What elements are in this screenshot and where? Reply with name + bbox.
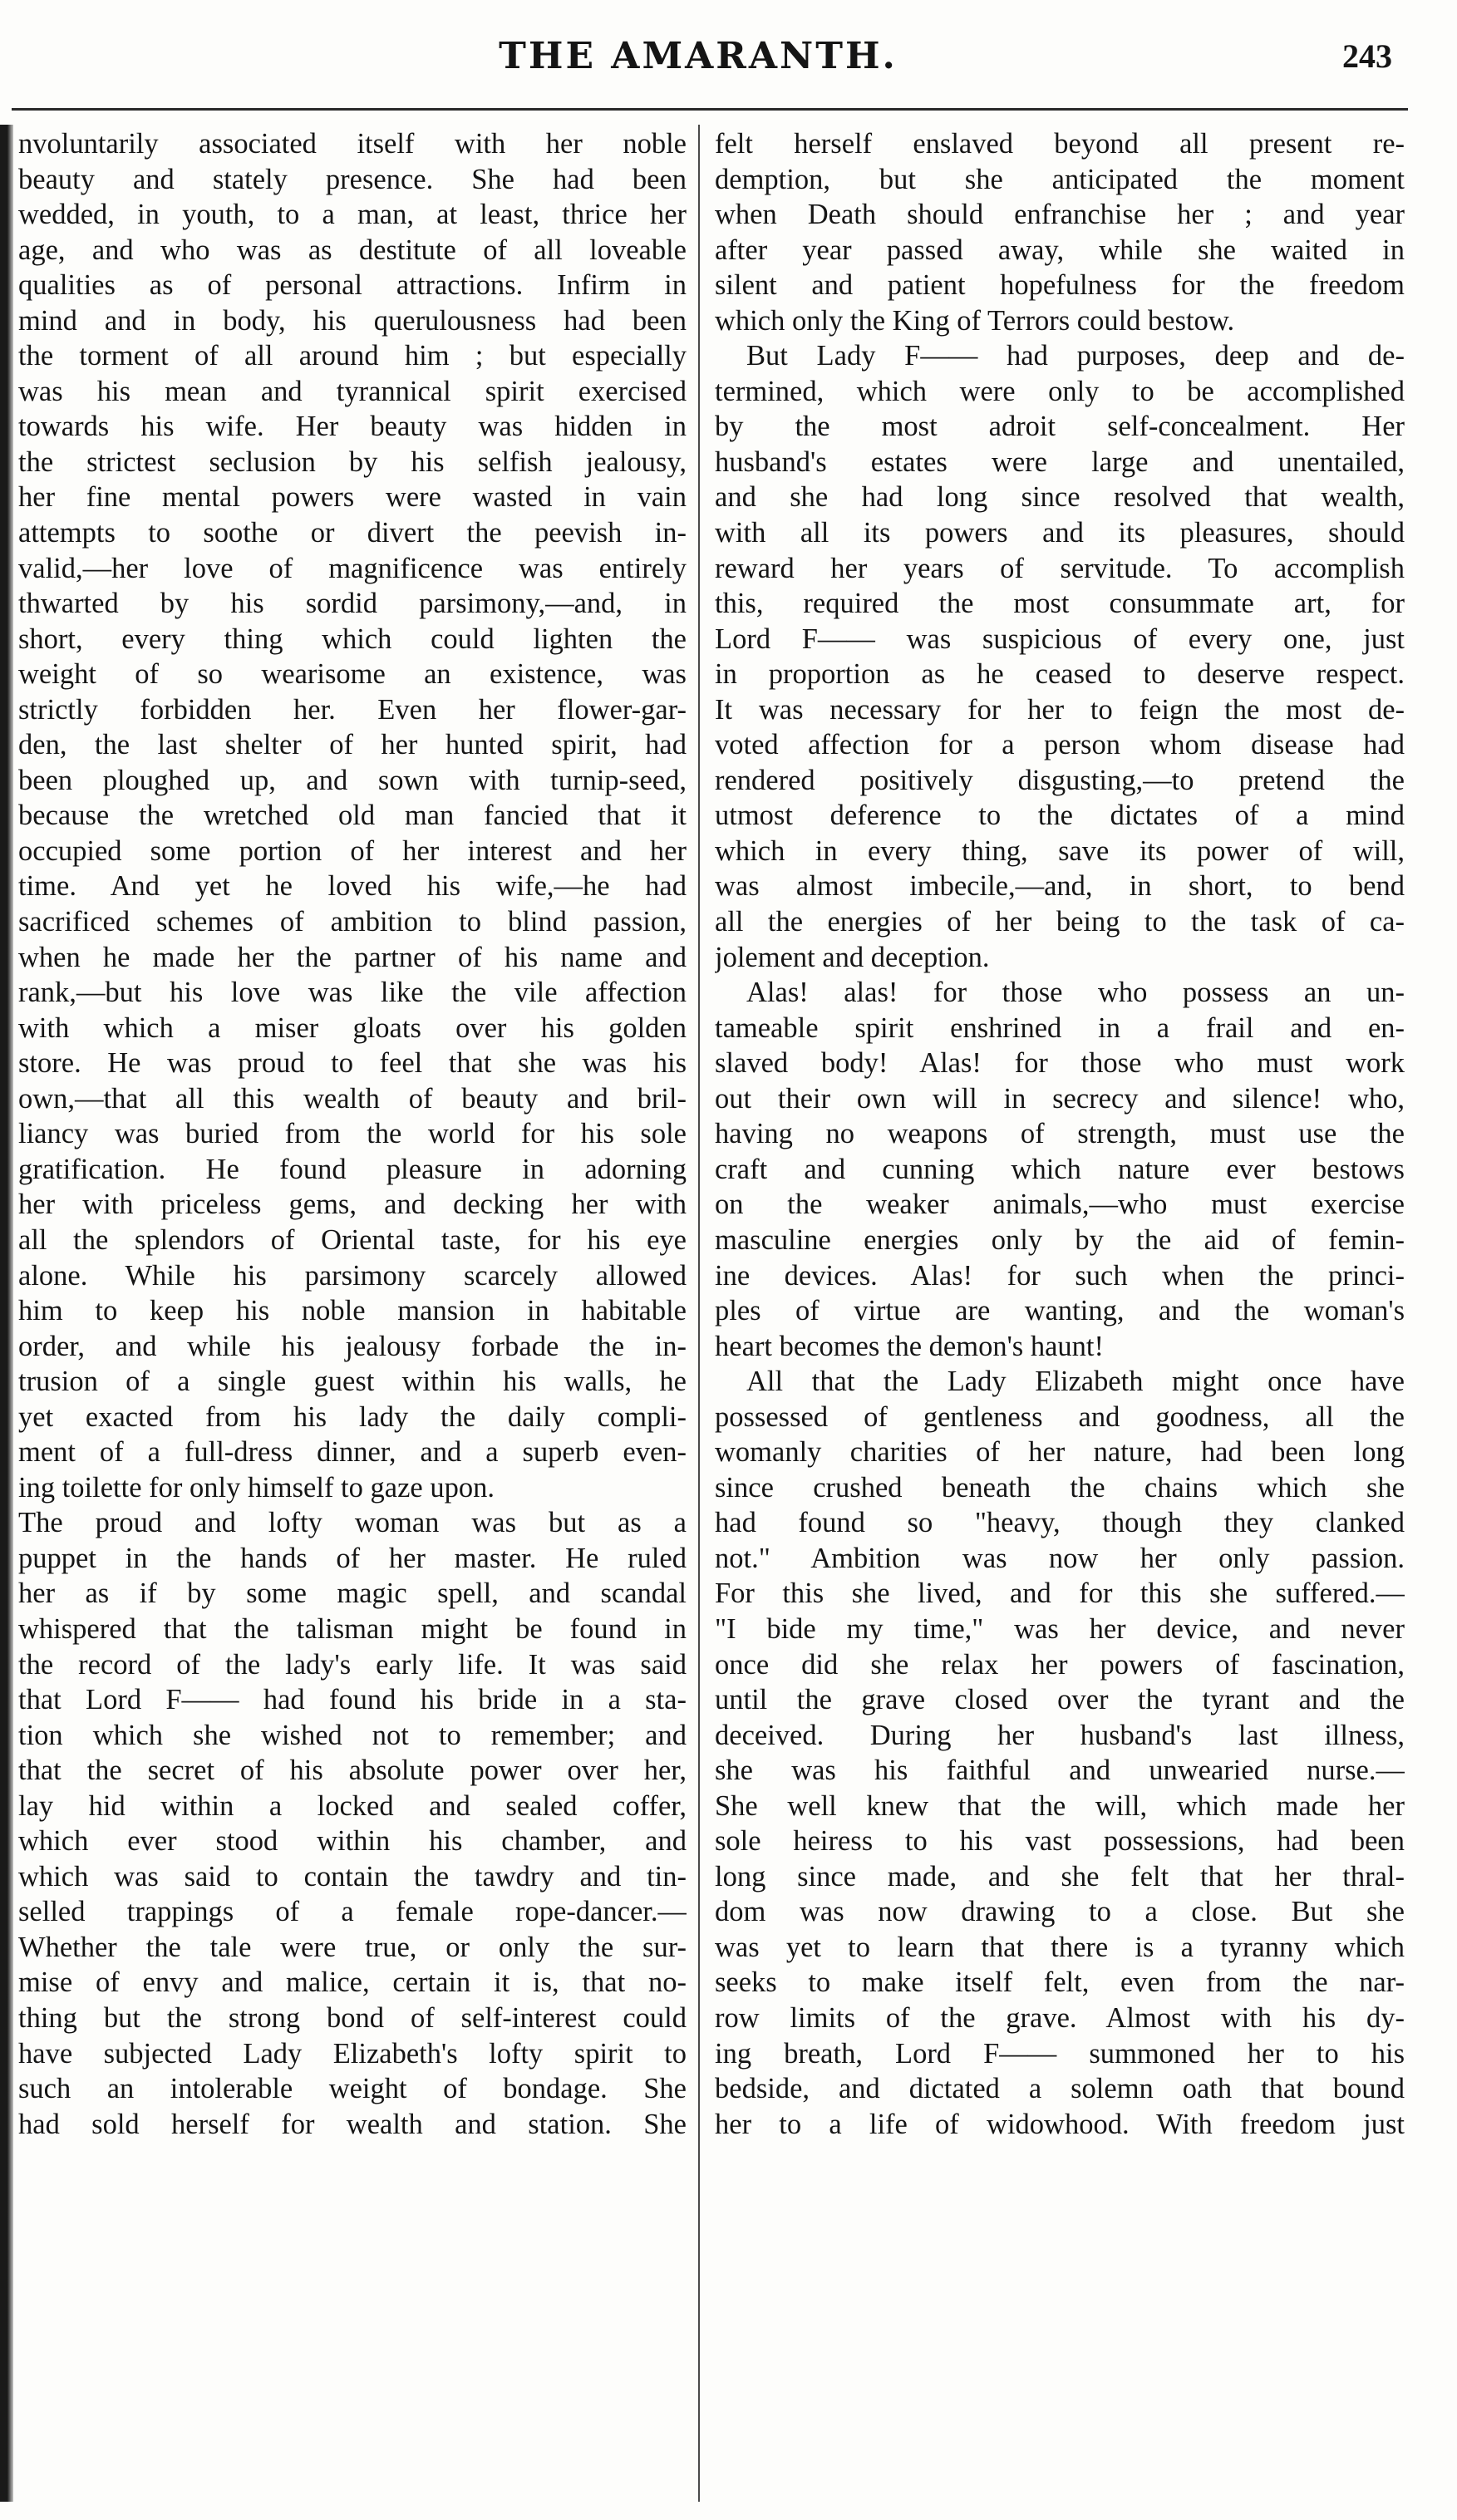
text-line: once did she relax her powers of fascination, [715, 1648, 1405, 1681]
text-line: womanly charities of her nature, had been long [715, 1436, 1405, 1469]
text-line: The proud and lofty woman was but as a [18, 1507, 687, 1539]
text-line: since crushed beneath the chains which she [715, 1471, 1405, 1504]
text-line: Alas! alas! for those who possess an un- [746, 977, 1405, 1009]
text-line: weight of so wearisome an existence, was [18, 658, 687, 691]
text-line: alone. While his parsimony scarcely allowed [18, 1259, 687, 1292]
text-line: attempts to soothe or divert the peevish in- [18, 517, 687, 549]
text-line: ing breath, Lord F—— summoned her to his [715, 2037, 1405, 2070]
text-line: which in every thing, save its power of will, [715, 834, 1405, 867]
text-line: dom was now drawing to a close. But she [715, 1896, 1405, 1928]
text-line: But Lady F—— had purposes, deep and de- [746, 340, 1405, 372]
text-line: possessed of gentleness and goodness, all the [715, 1400, 1405, 1433]
text-line: felt herself enslaved beyond all present re- [715, 128, 1405, 160]
text-line: until the grave closed over the tyrant and the [715, 1684, 1405, 1716]
text-line: mind and in body, his querulousness had been [18, 304, 687, 337]
text-line: out their own will in secrecy and silence! who, [715, 1082, 1405, 1115]
text-line: him to keep his noble mansion in habitable [18, 1295, 687, 1327]
text-line: silent and patient hopefulness for the freedom [715, 269, 1405, 302]
text-line: ment of a full-dress dinner, and a superb even- [18, 1436, 687, 1469]
header-rule [12, 108, 1408, 111]
text-line: because the wretched old man fancied that it [18, 800, 687, 832]
journal-title: THE AMARANTH. [499, 35, 898, 77]
text-line: her with priceless gems, and decking her with [18, 1189, 687, 1221]
text-line: whispered that the talisman might be found in [18, 1612, 687, 1645]
text-line: which only the King of Terrors could bestow. [715, 304, 1235, 337]
text-line: Whether the tale were true, or only the sur- [18, 1931, 687, 1963]
text-line: have subjected Lady Elizabeth's lofty spirit to [18, 2037, 687, 2070]
text-line: trusion of a single guest within his walls, he [18, 1366, 687, 1398]
text-line: ing toilette for only himself to gaze upon. [18, 1471, 495, 1504]
text-line: For this she lived, and for this she suffered.— [715, 1577, 1405, 1610]
text-line: ine devices. Alas! for such when the princi- [715, 1259, 1405, 1292]
text-line: which ever stood within his chamber, and [18, 1825, 687, 1858]
text-line: masculine energies only by the aid of femin- [715, 1223, 1405, 1256]
text-line: which was said to contain the tawdry and tin- [18, 1860, 687, 1892]
running-head [0, 32, 1457, 81]
text-line: had found so "heavy, though they clanked [715, 1507, 1405, 1539]
text-line: She well knew that the will, which made her [715, 1789, 1405, 1822]
text-line: not." Ambition was now her only passion. [715, 1542, 1405, 1574]
text-line: All that the Lady Elizabeth might once have [746, 1366, 1405, 1398]
text-line: valid,—her love of magnificence was entirely [18, 552, 687, 584]
text-line: such an intolerable weight of bondage. She [18, 2073, 687, 2105]
text-line: in proportion as he ceased to deserve respect. [715, 658, 1405, 691]
text-line: sole heiress to his vast possessions, had been [715, 1825, 1405, 1858]
text-line: thwarted by his sordid parsimony,—and, in [18, 588, 687, 620]
text-line: nvoluntarily associated itself with her noble [18, 128, 687, 160]
text-line: voted affection for a person whom disease had [715, 729, 1405, 761]
text-line: reward her years of servitude. To accomplish [715, 552, 1405, 584]
text-line: with all its powers and its pleasures, should [715, 517, 1405, 549]
text-line: mise of envy and malice, certain it is, that no- [18, 1966, 687, 1999]
text-line: craft and cunning which nature ever bestows [715, 1153, 1405, 1185]
text-line: row limits of the grave. Almost with his dy- [715, 2001, 1405, 2034]
text-line: rendered positively disgusting,—to pretend the [715, 764, 1405, 796]
text-line: husband's estates were large and unentailed, [715, 445, 1405, 478]
text-line: towards his wife. Her beauty was hidden in [18, 411, 687, 443]
text-line: when he made her the partner of his name and [18, 941, 687, 973]
text-line: when Death should enfranchise her ; and year [715, 199, 1405, 231]
text-line: rank,—but his love was like the vile affection [18, 977, 687, 1009]
text-line: beauty and stately presence. She had been [18, 163, 687, 195]
text-line: time. And yet he loved his wife,—he had [18, 870, 687, 903]
text-line: her as if by some magic spell, and scandal [18, 1577, 687, 1610]
text-line: this, required the most consummate art, for [715, 588, 1405, 620]
text-column-left [18, 126, 687, 2142]
text-line: that the secret of his absolute power over her, [18, 1755, 687, 1787]
text-line: utmost deference to the dictates of a mind [715, 800, 1405, 832]
text-line: demption, but she anticipated the moment [715, 163, 1405, 195]
text-line: own,—that all this wealth of beauty and bril- [18, 1082, 687, 1115]
text-line: all the energies of her being to the task of ca- [715, 906, 1405, 938]
text-line: occupied some portion of her interest and her [18, 834, 687, 867]
text-line: "I bide my time," was her device, and never [715, 1612, 1405, 1645]
page-number: 243 [1342, 37, 1392, 75]
text-line: tion which she wished not to remember; and [18, 1719, 687, 1751]
text-line: Lord F—— was suspicious of every one, just [715, 623, 1405, 655]
text-line: long since made, and she felt that her thral- [715, 1860, 1405, 1892]
text-line: after year passed away, while she waited in [715, 234, 1405, 266]
text-line: strictly forbidden her. Even her flower-gar- [18, 693, 687, 726]
text-line: all the splendors of Oriental taste, for his eye [18, 1223, 687, 1256]
text-line: slaved body! Alas! for those who must work [715, 1047, 1405, 1080]
binding-shadow [0, 125, 13, 2502]
text-column-right [715, 126, 1405, 2142]
text-line: liancy was buried from the world for his sole [18, 1118, 687, 1150]
text-line: was his mean and tyrannical spirit exercised [18, 375, 687, 407]
text-line: with which a miser gloats over his golden [18, 1011, 687, 1044]
text-line: her fine mental powers were wasted in vain [18, 481, 687, 514]
column-divider [698, 125, 700, 2502]
text-line: sacrificed schemes of ambition to blind passion, [18, 906, 687, 938]
text-line: by the most adroit self-concealment. Her [715, 411, 1405, 443]
text-line: that Lord F—— had found his bride in a sta- [18, 1684, 687, 1716]
text-line: been ploughed up, and sown with turnip-seed, [18, 764, 687, 796]
text-line: ples of virtue are wanting, and the woman's [715, 1295, 1405, 1327]
text-line: the record of the lady's early life. It was said [18, 1648, 687, 1681]
text-line: order, and while his jealousy forbade the in- [18, 1330, 687, 1362]
text-line: tameable spirit enshrined in a frail and en- [715, 1011, 1405, 1044]
text-line: had sold herself for wealth and station. She [18, 2108, 687, 2140]
text-line: heart becomes the demon's haunt! [715, 1330, 1104, 1362]
text-line: was yet to learn that there is a tyranny which [715, 1931, 1405, 1963]
text-line: her to a life of widowhood. With freedom just [715, 2108, 1405, 2140]
text-line: on the weaker animals,—who must exercise [715, 1189, 1405, 1221]
text-line: termined, which were only to be accomplished [715, 375, 1405, 407]
text-line: yet exacted from his lady the daily compli- [18, 1400, 687, 1433]
text-line: age, and who was as destitute of all loveable [18, 234, 687, 266]
text-line: bedside, and dictated a solemn oath that bound [715, 2073, 1405, 2105]
text-line: selled trappings of a female rope-dancer.— [18, 1896, 687, 1928]
text-line: qualities as of personal attractions. Infirm in [18, 269, 687, 302]
text-line: the torment of all around him ; but especially [18, 340, 687, 372]
text-line: jolement and deception. [715, 941, 990, 973]
text-line: gratification. He found pleasure in adorning [18, 1153, 687, 1185]
text-line: the strictest seclusion by his selfish jealousy, [18, 445, 687, 478]
text-line: having no weapons of strength, must use the [715, 1118, 1405, 1150]
text-line: short, every thing which could lighten the [18, 623, 687, 655]
text-line: she was his faithful and unwearied nurse.— [715, 1755, 1405, 1787]
text-line: It was necessary for her to feign the most de- [715, 693, 1405, 726]
text-line: wedded, in youth, to a man, at least, thrice her [18, 199, 687, 231]
text-line: seeks to make itself felt, even from the nar- [715, 1966, 1405, 1999]
text-line: store. He was proud to feel that she was his [18, 1047, 687, 1080]
text-line: and she had long since resolved that wealth, [715, 481, 1405, 514]
text-line: thing but the strong bond of self-interest could [18, 2001, 687, 2034]
text-line: puppet in the hands of her master. He ruled [18, 1542, 687, 1574]
text-line: lay hid within a locked and sealed coffer, [18, 1789, 687, 1822]
text-line: deceived. During her husband's last illness, [715, 1719, 1405, 1751]
text-line: was almost imbecile,—and, in short, to bend [715, 870, 1405, 903]
text-line: den, the last shelter of her hunted spirit, had [18, 729, 687, 761]
